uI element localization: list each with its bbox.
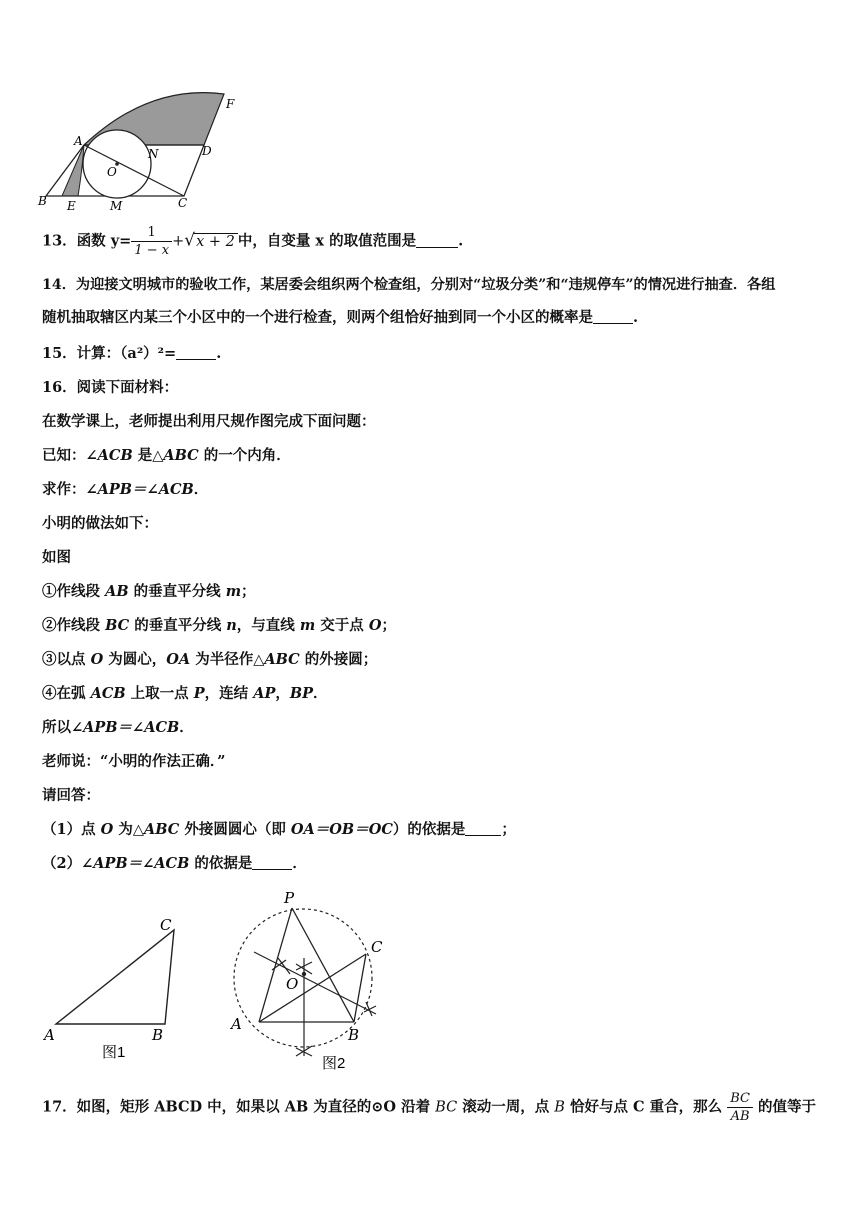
a1-pre: （1）点 <box>42 821 101 838</box>
label-a: A <box>74 134 83 148</box>
fig1-label-b: B <box>152 1026 164 1044</box>
triangle-abc <box>56 930 174 1024</box>
q13-answer-blank[interactable] <box>416 232 458 248</box>
q16-known-tri: ABC <box>163 447 199 464</box>
arc-marks <box>272 958 376 1056</box>
a1-mid2: 外接圆圆心（即 <box>179 821 291 838</box>
s4-bp: BP <box>289 685 314 702</box>
s4-ap: AP <box>253 685 276 702</box>
segment-ac <box>259 954 366 1022</box>
s2-mid3: 交于点 <box>315 617 369 634</box>
q16-req-pre: 求作： <box>42 481 86 498</box>
s2-mid2: ，与直线 <box>236 617 300 634</box>
q15-end: . <box>216 345 222 362</box>
so-pre: 所以 <box>42 719 71 736</box>
s3-oa: OA <box>166 651 191 668</box>
q16-please: 请回答： <box>42 787 100 804</box>
a1-eq: OA＝OB＝OC <box>290 821 393 838</box>
a1-mid: 为△ <box>113 821 144 838</box>
segment-pb <box>292 908 354 1022</box>
q16-method: 小明的做法如下： <box>42 515 158 532</box>
q16-asfig: 如图 <box>42 549 71 566</box>
label-m: M <box>110 199 123 213</box>
q17-pre: 17．如图，矩形 ABCD 中，如果以 AB 为直径的⊙O 沿着 <box>42 1098 436 1116</box>
s2-pre: ②作线段 <box>42 617 106 634</box>
perp-bisector-n <box>254 952 376 1014</box>
s3-mid2: 为半径作△ <box>190 651 265 668</box>
a1-post: ）的依据是 <box>392 821 466 838</box>
figure-12 <box>34 92 244 217</box>
q17-fraction <box>727 1090 753 1125</box>
q14-end: . <box>633 309 639 326</box>
a2-end: ． <box>292 855 307 872</box>
q16-known <box>42 444 291 465</box>
q16-step3 <box>42 648 377 669</box>
q17-frac-num: BC <box>727 1090 753 1108</box>
s3-pre: ③以点 <box>42 651 91 668</box>
q16-answer2 <box>42 852 307 873</box>
s1-post: ； <box>241 583 256 600</box>
q13-frac-den: 1 − x <box>134 243 170 258</box>
s2-n: n <box>226 617 237 634</box>
s3-post: 的外接圆； <box>299 651 378 668</box>
q16-known-angle: ∠ACB <box>85 447 133 464</box>
q17-bc: BC <box>435 1099 458 1116</box>
s1-ab: AB <box>105 583 129 600</box>
q13-sqrt-content: x + 2 <box>193 233 238 250</box>
q13-pre: 函数 y= <box>76 232 132 250</box>
figure-2-caption: 图2 <box>322 1055 346 1072</box>
a2-post: 的依据是 <box>189 855 253 872</box>
q17-post: 的值等于 <box>752 1098 817 1116</box>
question-14-line1: 14．为迎接文明城市的验收工作，某居委会组织两个检查组，分别对“垃圾分类”和“违规停车”的情况进行抽查．各组 <box>42 277 776 293</box>
a1-abc: ABC <box>143 821 180 838</box>
q13-number: 13． <box>42 232 77 250</box>
fig1-label-a: A <box>44 1026 55 1044</box>
so-post: ． <box>179 719 194 736</box>
a1-o: O <box>100 821 114 838</box>
a1-end: ； <box>501 821 516 838</box>
q16-title: 16．阅读下面材料： <box>42 379 179 396</box>
label-c: C <box>178 196 188 210</box>
s3-mid: 为圆心， <box>103 651 167 668</box>
label-d: D <box>202 144 212 158</box>
q13-post: 中，自变量 x 的取值范围是 <box>237 232 417 250</box>
a2-pre: （2） <box>42 855 82 872</box>
fig2-label-o: O <box>286 975 299 993</box>
q15-text: 15．计算：（a²）²= <box>42 345 177 362</box>
q16-step2 <box>42 614 396 635</box>
s1-m: m <box>225 583 242 600</box>
so-math: ∠APB＝∠ACB <box>71 719 180 736</box>
s4-mid2: ，连结 <box>204 685 254 702</box>
q17-frac-den: AB <box>730 1109 750 1124</box>
label-b: B <box>38 194 47 208</box>
s3-abc: ABC <box>264 651 300 668</box>
label-o: O <box>107 165 117 179</box>
sqrt-sign: √ <box>184 230 196 251</box>
q16-required <box>42 478 208 499</box>
q16-req-math: ∠APB＝∠ACB <box>85 481 194 498</box>
label-f: F <box>226 97 235 111</box>
figure-1-caption: 图1 <box>102 1044 126 1061</box>
point-o <box>302 972 306 976</box>
q16-so <box>42 716 194 737</box>
q13-frac-num: 1 <box>131 224 172 242</box>
q16-intro: 在数学课上，老师提出利用尺规作图完成下面问题： <box>42 413 376 430</box>
s1-mid: 的垂直平分线 <box>128 583 226 600</box>
figure-1 <box>40 910 190 1068</box>
s2-mid: 的垂直平分线 <box>129 617 227 634</box>
q13-fraction <box>131 224 172 259</box>
question-15 <box>42 342 221 363</box>
q16-req-post: ． <box>193 481 209 498</box>
q16-answer2-blank[interactable] <box>252 855 292 871</box>
q13-plus: + <box>172 233 185 250</box>
s4-pre: ④在弧 <box>42 685 91 702</box>
question-13 <box>42 224 463 259</box>
question-17 <box>42 1090 816 1125</box>
q16-step1 <box>42 580 256 601</box>
q17-mid: 滚动一周，点 <box>457 1098 555 1116</box>
s2-bc: BC <box>105 617 130 634</box>
q17-mid2: 恰好与点 C 重合，那么 <box>564 1098 723 1116</box>
q13-end: . <box>458 232 464 250</box>
fig2-label-a: A <box>231 1015 242 1033</box>
q16-answer1-blank[interactable] <box>465 821 501 837</box>
fig2-label-p: P <box>284 889 295 907</box>
q14-answer-blank[interactable] <box>593 309 633 325</box>
fig2-label-c: C <box>371 938 383 956</box>
q16-known-mid: 是△ <box>132 447 164 464</box>
s3-o: O <box>90 651 104 668</box>
q15-answer-blank[interactable] <box>176 345 216 361</box>
fig2-label-b: B <box>348 1026 360 1044</box>
s4-acb: ACB <box>90 685 126 702</box>
q16-teacher: 老师说：“小明的作法正确．” <box>42 753 226 770</box>
q16-known-pre: 已知： <box>42 447 86 464</box>
q16-answer1 <box>42 818 516 839</box>
q16-step4 <box>42 682 328 703</box>
s2-o: O <box>368 617 382 634</box>
label-e: E <box>67 199 76 213</box>
figure-2 <box>226 888 401 1076</box>
q16-known-post: 的一个内角． <box>198 447 291 464</box>
question-14-line2 <box>42 306 638 327</box>
s2-post: ； <box>381 617 396 634</box>
s1-pre: ①作线段 <box>42 583 106 600</box>
fig1-label-c: C <box>160 916 172 934</box>
q14-line2-text: 随机抽取辖区内某三个小区中的一个进行检查，则两个组恰好抽到同一个小区的概率是 <box>42 309 593 326</box>
q17-b: B <box>554 1099 565 1116</box>
label-n: N <box>148 147 159 161</box>
s4-comma: ， <box>275 685 290 702</box>
a2-math: ∠APB＝∠ACB <box>81 855 190 872</box>
s4-mid: 上取一点 <box>125 685 194 702</box>
s2-m: m <box>299 617 316 634</box>
s4-p: P <box>193 685 205 702</box>
s4-post: ． <box>313 685 328 702</box>
